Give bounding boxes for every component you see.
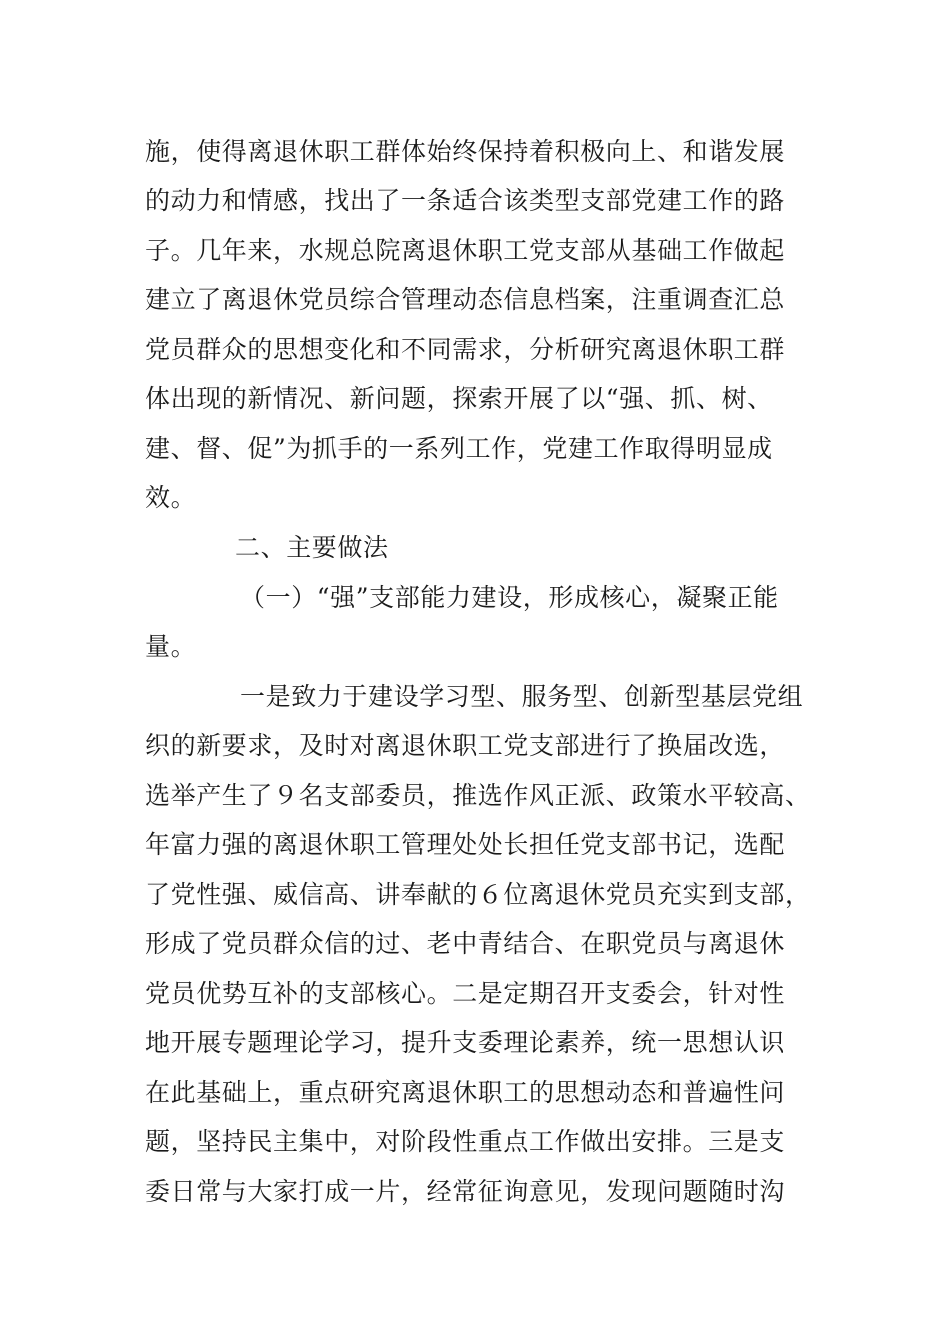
body-line: 效。 <box>145 483 197 512</box>
body-line: 建、督、促”为抓手的一系列工作，党建工作取得明显成 <box>145 434 773 463</box>
body-line: 在此基础上，重点研究离退休职工的思想动态和普遍性问 <box>145 1078 786 1107</box>
body-line: 量。 <box>145 632 197 661</box>
body-line: 施，使得离退休职工群体始终保持着积极向上、和谐发展 <box>145 137 786 166</box>
paragraph-start: 一是致力于建设学习型、服务型、创新型基层党组 <box>240 682 804 711</box>
body-line: 建立了离退休党员综合管理动态信息档案，注重调查汇总 <box>145 285 786 314</box>
body-line: 年富力强的离退休职工管理处处长担任党支部书记，选配 <box>145 830 786 859</box>
body-line: 形成了党员群众信的过、老中青结合、在职党员与离退休 <box>145 929 786 958</box>
body-line: 的动力和情感，找出了一条适合该类型支部党建工作的路 <box>145 186 786 215</box>
body-line: 党员优势互补的支部核心。二是定期召开支委会，针对性 <box>145 979 786 1008</box>
body-line: 委日常与大家打成一片，经常征询意见，发现问题随时沟 <box>145 1177 786 1206</box>
section-heading: 二、主要做法 <box>235 533 389 562</box>
body-line: 了党性强、威信高、讲奉献的６位离退休党员充实到支部， <box>145 880 811 909</box>
body-line: 体出现的新情况、新问题，探索开展了以“强、抓、树、 <box>145 384 773 413</box>
subsection-heading: （一）“强”支部能力建设，形成核心，凝聚正能 <box>240 583 779 612</box>
body-line: 地开展专题理论学习，提升支委理论素养，统一思想认识 <box>145 1028 786 1057</box>
body-line: 党员群众的思想变化和不同需求，分析研究离退休职工群 <box>145 335 786 364</box>
body-line: 子。几年来，水规总院离退休职工党支部从基础工作做起 <box>145 236 786 265</box>
body-line: 织的新要求，及时对离退休职工党支部进行了换届改选， <box>145 731 786 760</box>
body-line: 题，坚持民主集中，对阶段性重点工作做出安排。三是支 <box>145 1127 786 1156</box>
body-line: 选举产生了９名支部委员，推选作风正派、政策水平较高、 <box>145 781 811 810</box>
